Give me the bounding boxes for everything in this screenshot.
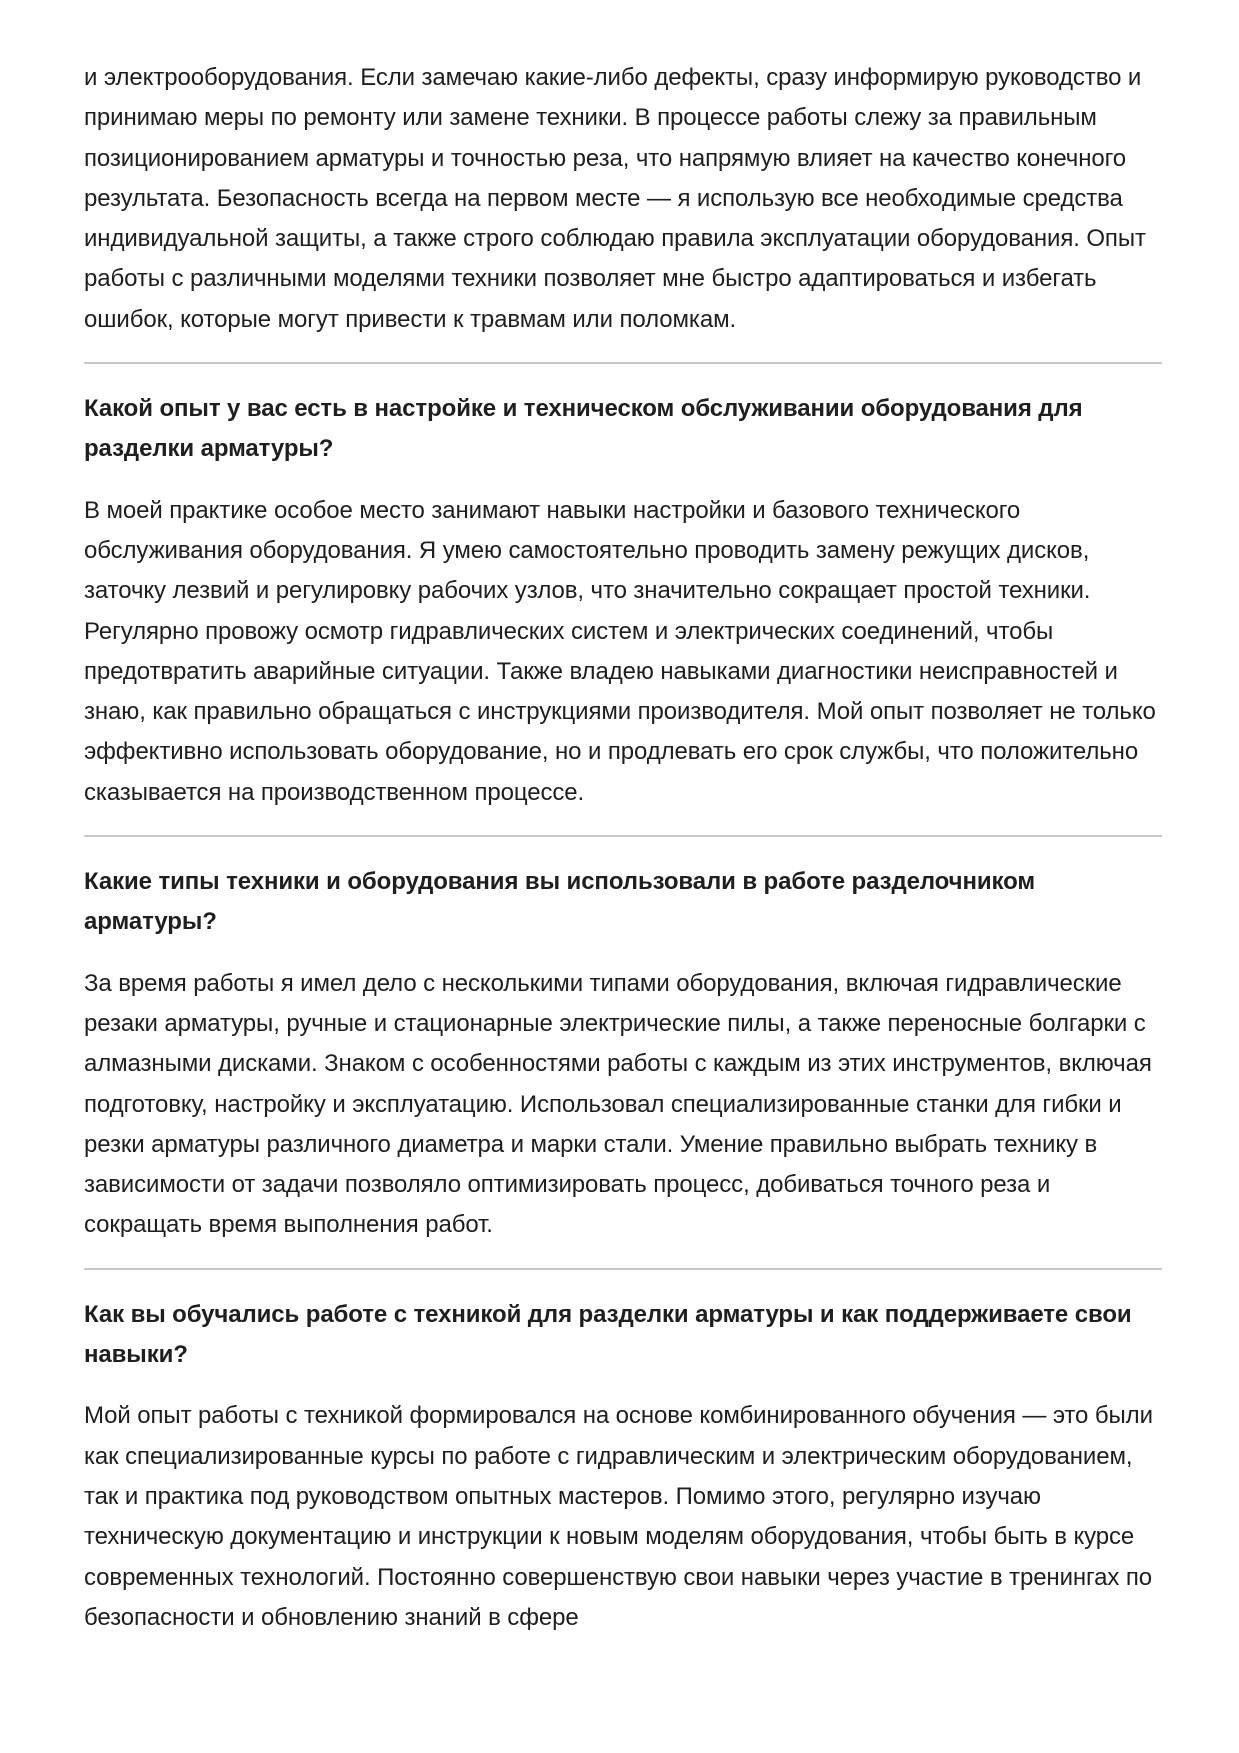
section-divider <box>84 362 1162 364</box>
answer-paragraph-2: В моей практике особое место занимают навыки настройки и базового технического обслуживания оборудования. Я умею самостоятельно проводить замену режущих дисков, заточку лезвий и регулировку рабочих узлов, что значительно сокращает простой техники. Регулярно провожу осмотр гидравлических систем и электрических соединений, чтобы предотвратить аварийные ситуации. Также владею навыками диагностики неисправностей и знаю, как правильно обращаться с инструкциями производителя. Мой опыт позволяет не только эффективно использовать оборудование, но и продлевать его срок службы, что положительно сказывается на производственном процессе. <box>84 496 1156 806</box>
answer-paragraph-4: Мой опыт работы с техникой формировался на основе комбинированного обучения — это были как специализированные курсы по работе с гидравлическим и электрическим оборудованием, так и практика под руководством опытных мастеров. Помимо этого, регулярно изучаю техническую документацию и инструкции к новым моделям оборудования, чтобы быть в курсе современных технологий. Постоянно совершенствую свои навыки через участие в тренингах по безопасности и обновлению знаний в сфере <box>84 1402 1153 1631</box>
answer-paragraph-3: За время работы я имел дело с несколькими типами оборудования, включая гидравлические резаки арматуры, ручные и стационарные электрические пилы, а также переносные болгарки с алмазными дисками. Знаком с особенностями работы с каждым из этих инструментов, включая подготовку, настройку и эксплуатацию. Использовал специализированные станки для гибки и резки арматуры различного диаметра и марки стали. Умение правильно выбрать технику в зависимости от задачи позволяло оптимизировать процесс, добиваться точного реза и сокращать время выполнения работ. <box>84 969 1152 1239</box>
section-divider <box>84 1268 1162 1270</box>
document-page <box>84 58 1162 1638</box>
section-divider <box>84 835 1162 837</box>
question-heading-2: Какой опыт у вас есть в настройке и техническом обслуживании оборудования для разделки арматуры? <box>84 395 1083 463</box>
question-heading-3: Какие типы техники и оборудования вы использовали в работе разделочником арматуры? <box>84 868 1036 936</box>
answer-paragraph-1: и электрооборудования. Если замечаю какие-либо дефекты, сразу информирую руководство и принимаю меры по ремонту или замене техники. В процессе работы слежу за правильным позиционированием арматуры и точностью реза, что напрямую влияет на качество конечного результата. Безопасность всегда на первом месте — я использую все необходимые средства индивидуальной защиты, а также строго соблюдаю правила эксплуатации оборудования. Опыт работы с различными моделями техники позволяет мне быстро адаптироваться и избегать ошибок, которые могут привести к травмам или поломкам. <box>84 64 1146 333</box>
question-heading-4: Как вы обучались работе с техникой для разделки арматуры и как поддерживаете свои навыки? <box>84 1300 1132 1369</box>
